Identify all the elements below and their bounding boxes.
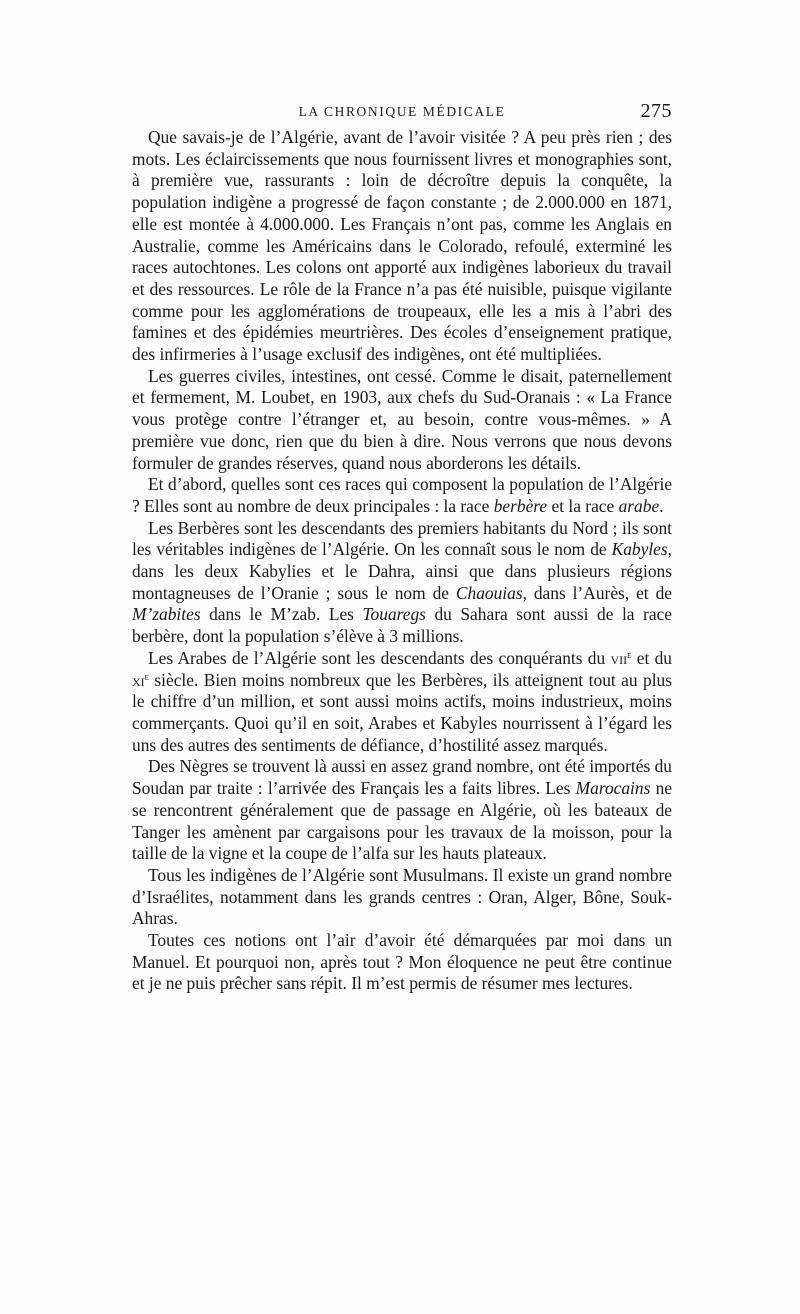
italic-term: Chaouias — [455, 582, 523, 603]
text-run: Les Berbères sont les descendants des premiers habitants du Nord ; ils sont les véritables indigènes de l’Algérie. On les connaît sous le nom de — [132, 517, 672, 560]
italic-term: arabe — [618, 495, 660, 516]
text-run: . — [659, 495, 664, 516]
paragraph — [132, 648, 672, 757]
paragraph — [132, 366, 672, 475]
paragraph — [132, 756, 672, 865]
century-numeral: vii$^e$ — [610, 647, 632, 668]
italic-term: Kabyles — [611, 539, 668, 560]
italic-term: Marocains — [575, 778, 651, 799]
text-run: ne se rencontrent généralement que de passage en Algérie, où les bateaux de Tanger les amènent par cargaisons pour les travaux de la moisson, pour la taille de la vigne et la coupe de l’alfa sur les hauts plateaux. — [132, 778, 672, 864]
text-run: Et d’abord, quelles sont ces races qui composent la population de l’Algérie ? Elles sont au nombre de deux principales : la race — [132, 474, 672, 516]
body-text — [132, 127, 672, 995]
paragraph — [132, 930, 672, 995]
text-run: Les guerres civiles, intestines, ont cessé. Comme le disait, paternellement et fermement, M. Loubet, en 1903, aux chefs du Sud-Oranais : « La France vous protège contre l’étranger et, au besoin, contre vous-mêmes. » A première vue donc, rien que du bien à dire. Nous verrons que nous devons formuler de grandes réserves, quand nous aborderons les détails. — [132, 365, 672, 473]
text-run: et du — [631, 647, 672, 668]
page-number: 275 — [640, 100, 672, 122]
paragraph — [132, 865, 672, 930]
paragraph — [132, 127, 672, 366]
text-run: , dans l’Aurès, et de — [522, 582, 672, 603]
paragraph — [132, 474, 672, 517]
italic-term: berbère — [493, 495, 548, 516]
text-run: , dans les deux Kabylies et le Dahra, ainsi que dans plusieurs régions montagneuses de l’Oranie ; sous le nom de — [132, 539, 672, 603]
text-run: du Sahara sont aussi de la race berbère, dont la population s’élève à 3 millions. — [132, 604, 672, 647]
running-head: LA CHRONIQUE MÉDICALE — [298, 104, 506, 119]
text-run: Que savais-je de l’Algérie, avant de l’avoir visitée ? A peu près rien ; des mots. Les éclaircissements que nous fournissent livres et monographies sont, à première vue, rassurants : loin de décroître depuis la conquête, la population indigène a progressé de façon constante ; de 2.000.000 en 1871, elle est montée à 4.000.000. Les Français n’ont pas, comme les Anglais en Australie, comme les Américains dans le Colorado, refoulé, exterminé les races autochtones. Les colons ont apporté aux indigènes laborieux du travail et des ressources. Le rôle de la France n’a pas été nuisible, puisque vigilante comme pour les agglomérations de troupeaux, elle les a mis à l’abri des famines et des épidémies meurtrières. Des écoles d’enseignement pratique, des infirmeries à l’usage exclusif des indigènes, ont été multipliées. — [132, 127, 672, 365]
text-run: Les Arabes de l’Algérie sont les descendants des conquérants du — [148, 647, 611, 668]
paragraph — [132, 518, 672, 648]
text-run: siècle. Bien moins nombreux que les Berbères, ils atteignent tout au plus le chiffre d’un million, et sont aussi moins actifs, moins industrieux, moins commerçants. Quoi qu’il en soit, Arabes et Kabyles nourrissent à l’égard les uns des autres des sentiments de défiance, d’hostilité assez marqués. — [132, 669, 672, 755]
text-run: et la race — [547, 495, 619, 516]
italic-term: M’zabites — [132, 604, 201, 625]
text-run: dans le M’zab. Les — [200, 604, 363, 625]
text-run: Tous les indigènes de l’Algérie sont Musulmans. Il existe un grand nombre d’Israélites, notamment dans les grands centres : Oran, Alger, Bône, Souk-Ahras. — [132, 864, 672, 929]
text-run: Toutes ces notions ont l’air d’avoir été démarquées par moi dans un Manuel. Et pourquoi non, après tout ? Mon éloquence ne peut être continue et je ne puis prêcher sans répit. Il m’est permis de résumer mes lectures. — [132, 930, 672, 994]
page-header — [132, 100, 672, 130]
century-numeral: $xi^e$ — [132, 669, 149, 690]
italic-term: Touaregs — [362, 604, 426, 625]
text-run: Des Nègres se trouvent là aussi en assez grand nombre, ont été importés du Soudan par traite : l’arrivée des Français les a faits libres. Les — [132, 756, 672, 799]
